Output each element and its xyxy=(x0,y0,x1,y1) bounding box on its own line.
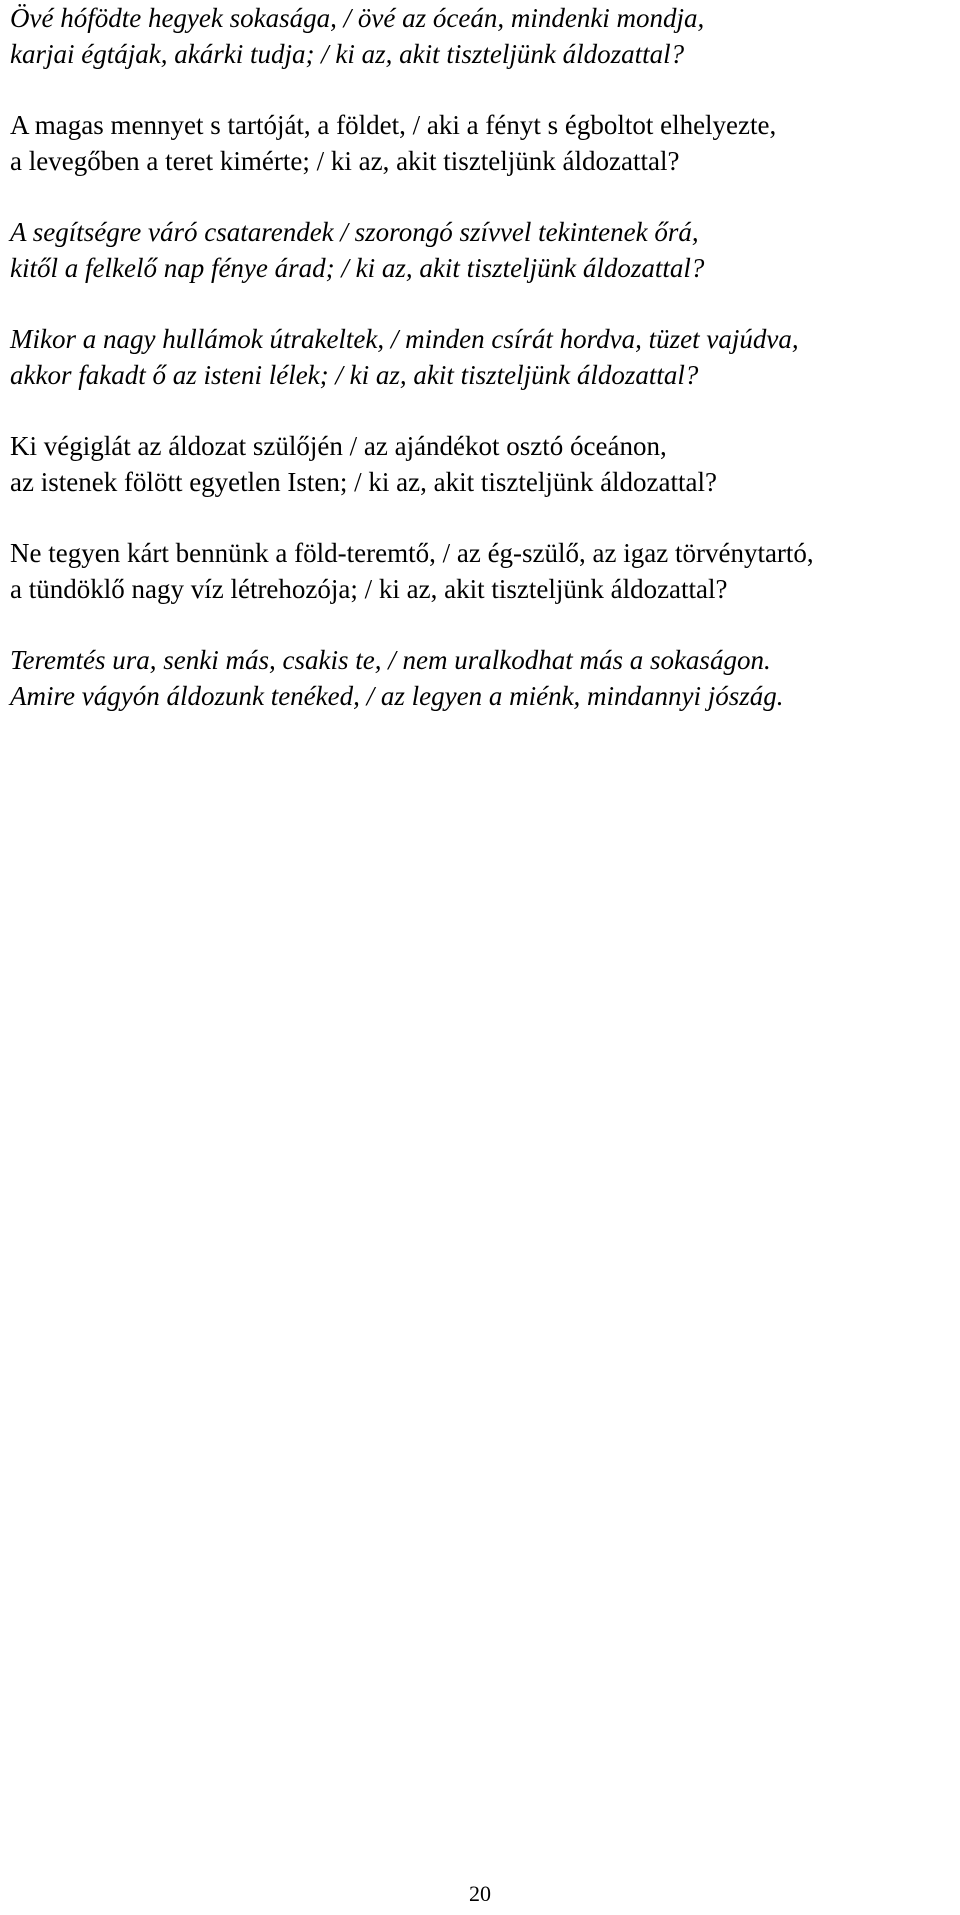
stanza-5 xyxy=(10,428,950,500)
stanza-line: kitől a felkelő nap fénye árad; / ki az, akit tiszteljünk áldozattal? xyxy=(10,253,705,283)
stanza-line: Ne tegyen kárt bennünk a föld-teremtő, / az ég-szülő, az igaz törvénytartó, xyxy=(10,538,814,568)
stanza-line: Övé hófödte hegyek sokasága, / övé az óceán, mindenki mondja, xyxy=(10,3,705,33)
stanza-line: Amire vágyón áldozunk tenéked, / az legyen a miénk, mindannyi jószág. xyxy=(10,681,784,711)
stanza-1 xyxy=(10,0,950,72)
stanza-2 xyxy=(10,107,950,179)
stanza-line: akkor fakadt ő az isteni lélek; / ki az, akit tiszteljünk áldozattal? xyxy=(10,360,699,390)
stanza-6 xyxy=(10,535,950,607)
stanza-line: Teremtés ura, senki más, csakis te, / nem uralkodhat más a sokaságon. xyxy=(10,645,771,675)
stanza-4 xyxy=(10,321,950,393)
stanza-7 xyxy=(10,642,950,714)
poem-body xyxy=(10,0,950,749)
stanza-line: A segítségre váró csatarendek / szorongó szívvel tekintenek őrá, xyxy=(10,217,699,247)
stanza-line: a tündöklő nagy víz létrehozója; / ki az, akit tiszteljünk áldozattal? xyxy=(10,574,728,604)
stanza-line: az istenek fölött egyetlen Isten; / ki az, akit tiszteljünk áldozattal? xyxy=(10,467,717,497)
stanza-line: karjai égtájak, akárki tudja; / ki az, akit tiszteljünk áldozattal? xyxy=(10,39,685,69)
stanza-line: a levegőben a teret kimérte; / ki az, akit tiszteljünk áldozattal? xyxy=(10,146,680,176)
stanza-line: Ki végiglát az áldozat szülőjén / az ajándékot osztó óceánon, xyxy=(10,431,667,461)
stanza-line: Mikor a nagy hullámok útrakeltek, / minden csírát hordva, tüzet vajúdva, xyxy=(10,324,799,354)
stanza-3 xyxy=(10,214,950,286)
page-number: 20 xyxy=(469,1881,491,1906)
stanza-line: A magas mennyet s tartóját, a földet, / aki a fényt s égboltot elhelyezte, xyxy=(10,110,777,140)
